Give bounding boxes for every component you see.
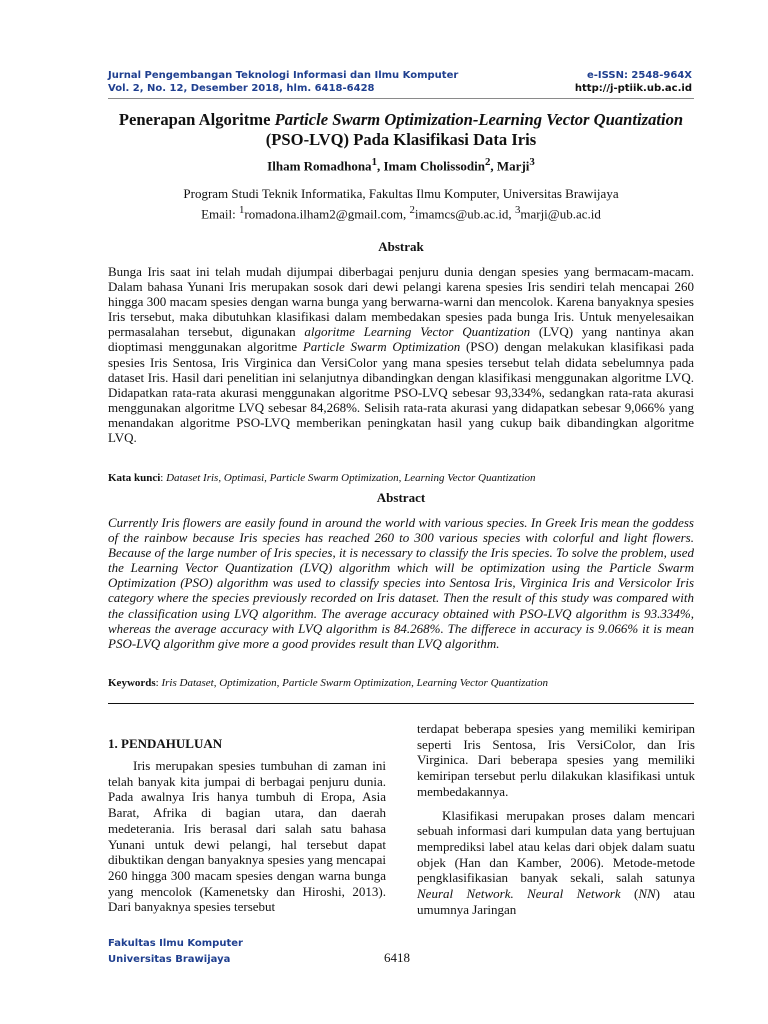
journal-url[interactable]: http://j-ptiik.ub.ac.id: [574, 83, 692, 94]
author-3: Marji: [496, 158, 530, 174]
journal-identifiers: [575, 69, 692, 95]
page-number: 6418: [384, 950, 410, 965]
footer-institution: [108, 936, 243, 968]
author-2: Imam Cholissodin: [383, 158, 485, 174]
section-heading-pendahuluan: 1. PENDAHULUAN: [108, 736, 223, 751]
paragraph: terdapat beberapa spesies yang memiliki kemiripan seperti Iris Sentosa, Iris VersiColor, dan Iris Virginica. Dari beberapa spesies yang memiliki kemiripan tersebut perlu dilakukan klasifikasi untuk membedakannya.: [417, 721, 695, 799]
paragraph: Klasifikasi merupakan proses dalam mencari sebuah informasi dari kumpulan data yang bertujuan memprediksi label atau kelas dari objek dalam suatu objek (Han dan Kamber, 2006). Metode-metode pengklasifikasian banyak sekali, salah satunya Neural Network. Neural Network (NN) atau umumnya Jaringan: [417, 807, 695, 917]
paragraph: Iris merupakan spesies tumbuhan di zaman ini telah banyak kita jumpai di berbagai penjuru dunia. Pada awalnya Iris hanya tumbuh di Eropa, Asia Barat, Afrika di bagian utara, dan daerah medeterania. Iris berasal dari salah satu bahasa Yunani untuk dewi pelangi, hal tersebut dapat dibuktikan dengan banyaknya spesies yang mencapai 260 hingga 300 macam spesies dengan warna bunga yang mencolok (Kamenetsky dan Hiroshi, 2013). Dari banyaknya spesies tersebut: [108, 758, 386, 915]
email-3: marji@ub.ac.id: [520, 206, 601, 222]
section-divider: [108, 703, 694, 704]
journal-eissn: e-ISSN: 2548-964X: [586, 70, 692, 81]
author-1: Ilham Romadhona: [267, 158, 372, 174]
journal-name: Jurnal Pengembangan Teknologi Informasi dan Ilmu Komputer: [108, 70, 459, 81]
author-list: Ilham Romadhona$^1$, Imam Cholissodin$^2$, Marji$^3$: [267, 156, 535, 174]
abstrak-heading: Abstrak: [378, 239, 424, 254]
paper-title: Penerapan Algoritme Particle Swarm Optimization-Learning Vector Quantization (PSO-LVQ) Pada Klasifikasi Data Iris: [118, 110, 684, 149]
header-divider: [108, 98, 694, 99]
affiliation-department: Program Studi Teknik Informatika, Fakultas Ilmu Komputer, Universitas Brawijaya: [183, 186, 619, 201]
affiliation-emails: Email: $^1$romadona.ilham2@gmail.com, $^2$imamcs@ub.ac.id, $^3$marji@ub.ac.id: [201, 204, 601, 222]
abstract-heading: Abstract: [376, 490, 426, 505]
email-1: romadona.ilham2@gmail.com,: [244, 206, 410, 222]
footer-faculty: Fakultas Ilmu Komputer: [108, 938, 243, 949]
abstrak-body: Bunga Iris saat ini telah mudah dijumpai diberbagai penjuru dunia dengan spesies yang bermacam-macam. Dalam bahasa Yunani Iris merupakan sosok dari dewi pelangi karena spesies Iris sendiri telah mencapai 260 hingga 300 macam spesies dengan warna bunga yang berwarna-warni dan mencolok. Karena banyaknya spesies Iris tersebut, maka dibutuhkan klasifikasi dalam membedakan spesies pada bunga Iris. Untuk menyelesaikan permasalahan tersebut, digunakan algoritme Learning Vector Quantization (LVQ) yang nantinya akan dioptimasi menggunakan algoritme Particle Swarm Optimization (PSO) dengan melakukan klasifikasi pada spesies Iris Sentosa, Iris Virginica dan VersiColor yang mana spesies tersebut telah didata sebelumnya pada dataset Iris. Hasil dari penelitian ini selanjutnya dibandingkan dengan klasifikasi menggunakan algoritme LVQ. Didapatkan rata-rata akurasi menggunakan algoritme PSO-LVQ sebesar 93,334%, sedangkan rata-rata akurasi menggunakan algoritme LVQ sebesar 84,268%. Selisih rata-rata akurasi yang didapatkan sebesar 9,066% yang menandakan algoritme PSO-LVQ memberikan peningkatan hasil yang cukup baik dibandingkan algoritme LVQ.: [108, 264, 694, 446]
keywords: Keywords: Iris Dataset, Optimization, Particle Swarm Optimization, Learning Vector Quantization: [108, 677, 549, 689]
affiliation-block: [108, 186, 694, 222]
email-2: imamcs@ub.ac.id,: [414, 206, 515, 222]
column-left: [108, 758, 386, 923]
footer-university: Universitas Brawijaya: [108, 954, 231, 965]
journal-header: [108, 69, 458, 95]
abstract-body: Currently Iris flowers are easily found in around the world with various species. In Greek Iris mean the goddess of the rainbow because Iris species has reached 260 to 300 various species with colorful and light flowers. Because of the large number of Iris species, it is necessary to classify the Iris species. To solve the problem, used the Learning Vector Quantization (LVQ) algorithm which will be optimization using the Particle Swarm Optimization (PSO) algorithm was used to classify species into Sentosa Iris, Virginica Iris and Versicolor Iris category where the species previously recorded on Iris dataset. Then the result of this study was compared with the classification using LVQ algorithm. The average accuracy obtained with PSO-LVQ algorithm is 93.334%, whereas the average accuracy with LVQ algorithm is 84.268%. The differece in accuracy is 9.066% it is mean PSO-LVQ algorithm give more a good provides result than LVQ algorithm.: [108, 515, 694, 651]
kata-kunci: Kata kunci: Dataset Iris, Optimasi, Particle Swarm Optimization, Learning Vector Quantization: [108, 472, 536, 484]
column-right: [417, 721, 695, 925]
journal-volume-info: Vol. 2, No. 12, Desember 2018, hlm. 6418-6428: [108, 83, 375, 94]
